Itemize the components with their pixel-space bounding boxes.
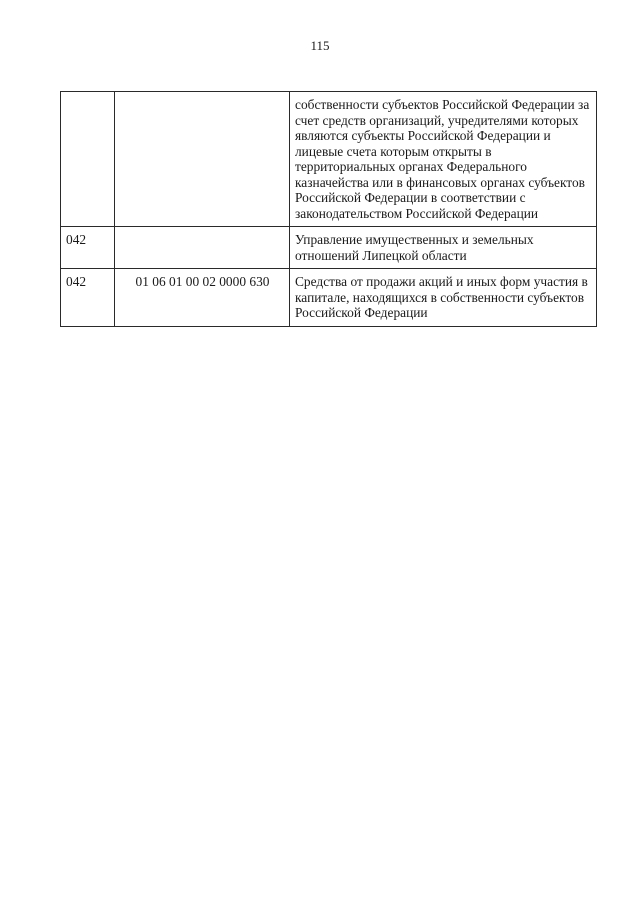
admin-code-cell: 042 (61, 227, 115, 269)
sources-table (60, 91, 597, 327)
kbk-code-cell (115, 92, 290, 227)
admin-code-cell (61, 92, 115, 227)
source-name-cell: собственности субъектов Российской Федерации за счет средств организаций, учредителями которых являются субъекты Российской Федерации и лицевые счета которым открыты в территориальных органах Федерального казначейства или в финансовых органах субъектов Российской Федерации в соответствии с законодательством Российской Федерации (290, 92, 597, 227)
table-row (61, 269, 597, 327)
source-name-cell: Управление имущественных и земельных отношений Липецкой области (290, 227, 597, 269)
table-row (61, 92, 597, 227)
admin-code-cell: 042 (61, 269, 115, 327)
page-number: 115 (310, 38, 330, 53)
kbk-code-cell (115, 227, 290, 269)
kbk-code-cell: 01 06 01 00 02 0000 630 (115, 269, 290, 327)
table-row (61, 227, 597, 269)
source-name-cell: Средства от продажи акций и иных форм участия в капитале, находящихся в собственности субъектов Российской Федерации (290, 269, 597, 327)
